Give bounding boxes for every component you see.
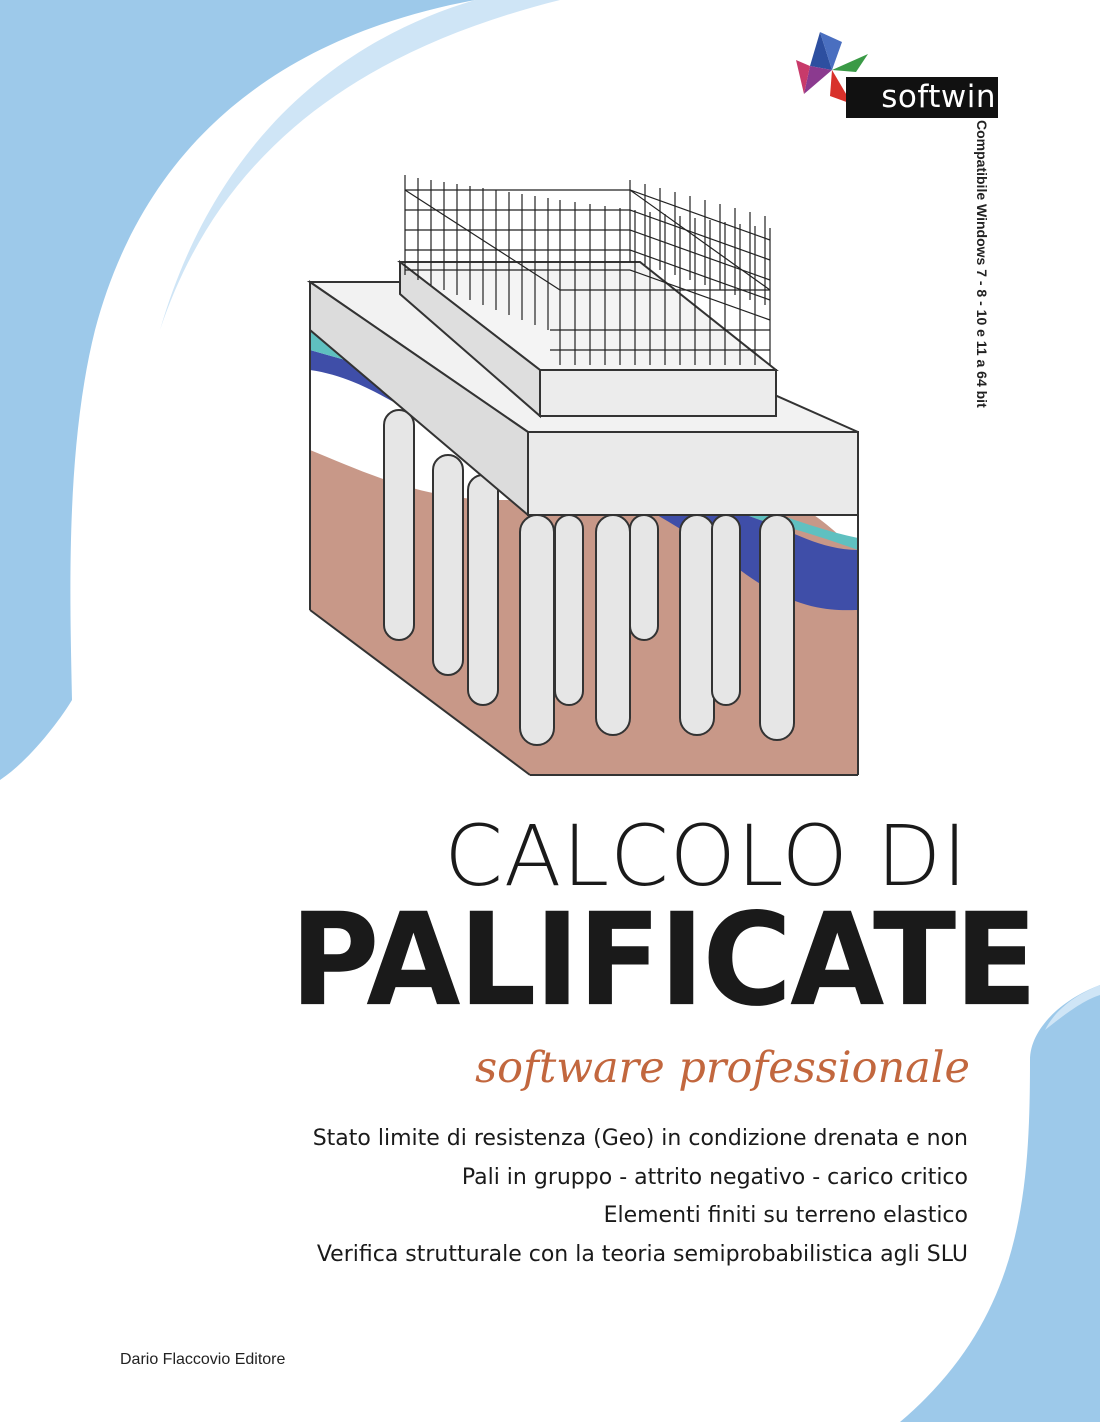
title-line-1: CALCOLO DI xyxy=(444,807,968,905)
subtitle: software professionale xyxy=(475,1043,970,1093)
feature-item: Pali in gruppo - attrito negativo - carico critico xyxy=(461,1164,968,1190)
feature-item: Elementi finiti su terreno elastico xyxy=(603,1203,968,1228)
pile-cap-front xyxy=(528,432,858,515)
pile-foundation-illustration xyxy=(300,170,860,780)
title-line-2: PALIFICATE xyxy=(290,885,1036,1035)
publisher-name: Dario Flaccovio Editore xyxy=(120,1351,286,1368)
feature-item: Stato limite di resistenza (Geo) in condizione drenata e non xyxy=(312,1126,968,1151)
column-front xyxy=(540,370,776,416)
feature-list xyxy=(150,1120,968,1274)
brand-name: softwin xyxy=(881,79,996,115)
feature-item: Verifica strutturale con la teoria semiprobabilistica agli SLU xyxy=(316,1241,968,1267)
compatibility-note: Compatibile Windows 7 - 8 - 10 e 11 a 64 bit xyxy=(974,120,990,408)
